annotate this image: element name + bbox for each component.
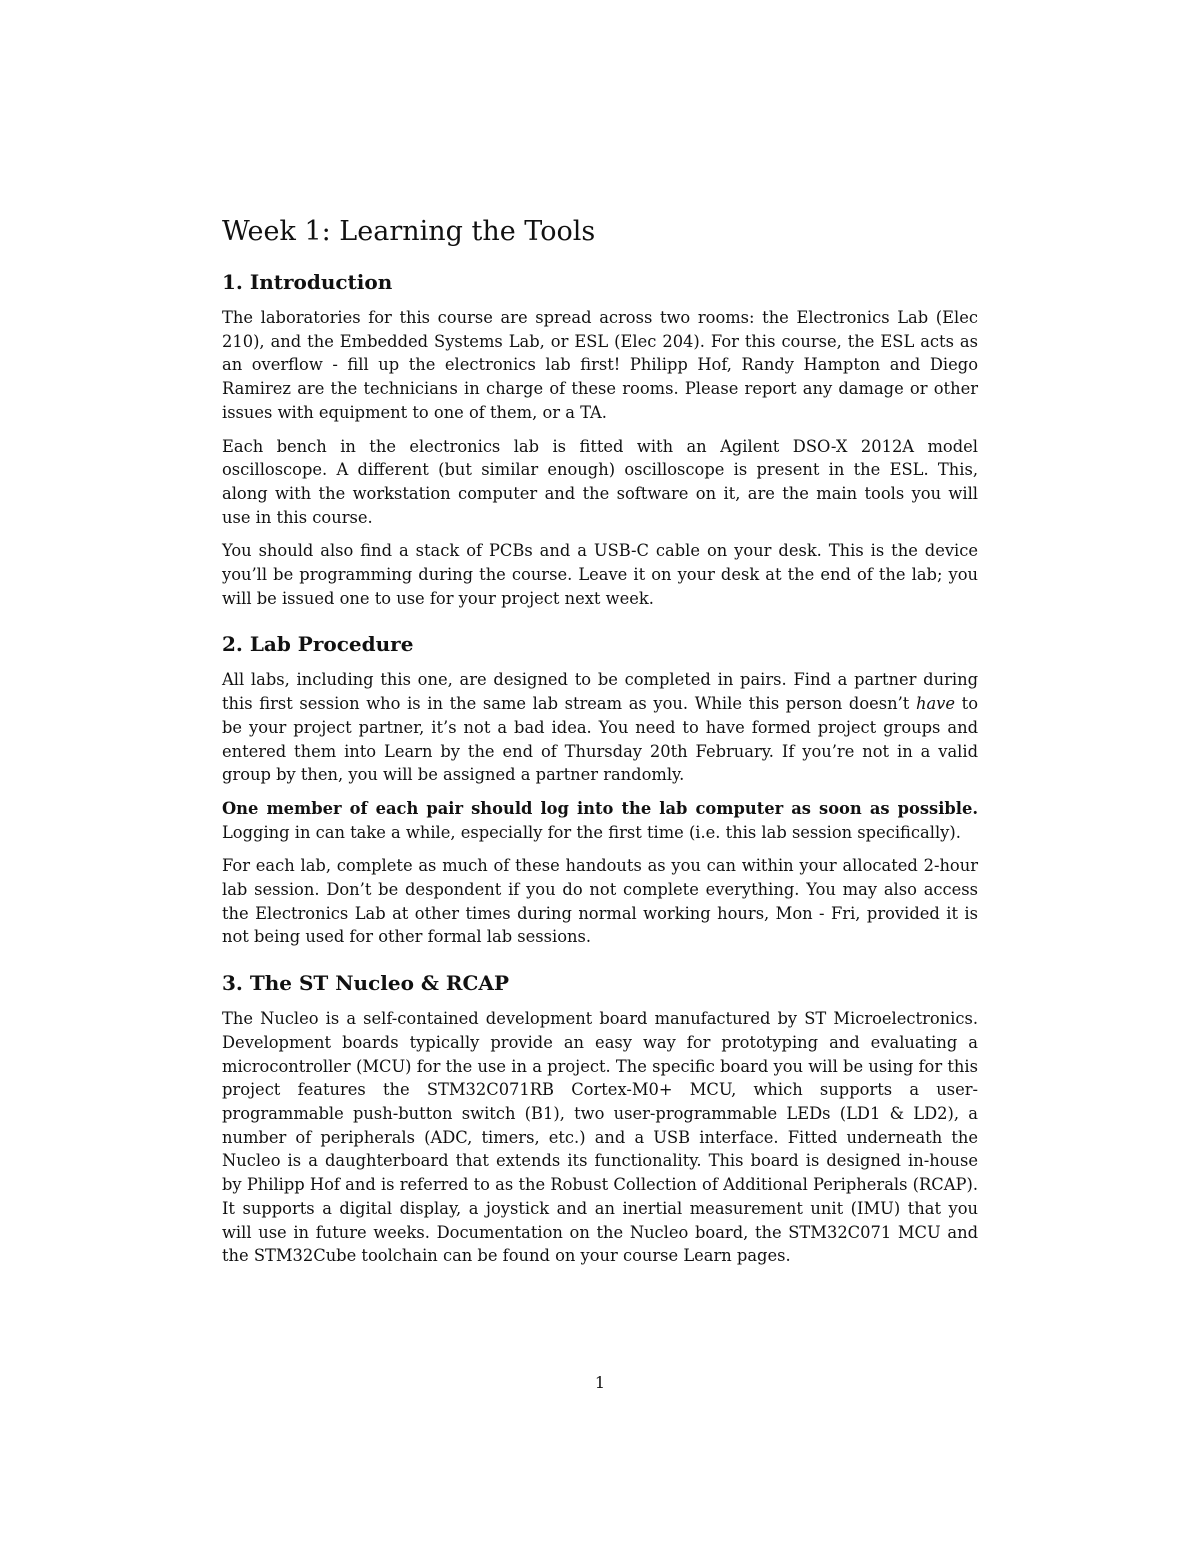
page-title: Week 1: Learning the Tools xyxy=(222,216,596,247)
paragraph: The laboratories for this course are spread across two rooms: the Electronics Lab (Elec 210), and the Embedded Systems Lab, or ESL (Elec 204). For this course, the ESL acts as an overflow - fill up the electronics lab first! Philipp Hof, Randy Hampton and Diego Ramirez are the technicians in charge of these rooms. Please report any damage or other issues with equipment to one of them, or a TA. xyxy=(222,308,978,422)
page-content xyxy=(222,212,978,1278)
section-introduction xyxy=(222,268,978,610)
paragraph: The Nucleo is a self-contained development board manufactured by ST Microelectronics. Development boards typically provide an easy way for prototyping and evaluating a microcontroller (MCU) for the use in a project. The specific board you will be using for this project features the STM32C071RB Cortex-M0+ MCU, which supports a user-programmable push-button switch (B1), two user-programmable LEDs (LD1 & LD2), a number of peripherals (ADC, timers, etc.) and a USB interface. Fitted underneath the Nucleo is a daughterboard that extends its functionality. This board is designed in-house by Philipp Hof and is referred to as the Robust Collection of Additional Peripherals (RCAP). It supports a digital display, a joystick and an inertial measurement unit (IMU) that you will use in future weeks. Documentation on the Nucleo board, the STM32C071 MCU and the STM32Cube toolchain can be found on your course Learn pages. xyxy=(222,1009,978,1266)
section-lab-procedure xyxy=(222,630,978,949)
page-number: 1 xyxy=(594,1373,606,1392)
section-heading: 3. The ST Nucleo & RCAP xyxy=(222,971,509,996)
section-heading: 1. Introduction xyxy=(222,270,393,294)
paragraph: Each bench in the electronics lab is fitted with an Agilent DSO-X 2012A model oscilloscope. A different (but similar enough) oscilloscope is present in the ESL. This, along with the workstation computer and the software on it, are the main tools you will use in this course. xyxy=(222,436,978,527)
emphasis-text: have xyxy=(915,694,956,714)
text-run: All labs, including this one, are designed to be completed in pairs. Find a partner during this first session who is in the same lab stream as you. While this person doesn’t xyxy=(222,670,978,714)
text-run: to be your project partner, it’s not a bad idea. You need to have formed project groups and entered them into Learn by the end of Thursday 20th February. If you’re not in a valid group by then, you will be assigned a partner randomly. xyxy=(222,694,978,785)
section-st-nucleo-rcap xyxy=(222,969,978,1268)
paragraph: You should also find a stack of PCBs and a USB-C cable on your desk. This is the device you’ll be programming during the course. Leave it on your desk at the end of the lab; you will be issued one to use for your project next week. xyxy=(222,541,978,608)
paragraph xyxy=(222,668,978,787)
paragraph: For each lab, complete as much of these handouts as you can within your allocated 2-hour lab session. Don’t be despondent if you do not complete everything. You may also access the Electronics Lab at other times during normal working hours, Mon - Fri, provided it is not being used for other formal lab sessions. xyxy=(222,856,978,947)
section-heading: 2. Lab Procedure xyxy=(222,632,414,657)
text-run: Logging in can take a while, especially for the first time (i.e. this lab session specifically). xyxy=(222,822,961,842)
paragraph xyxy=(222,797,978,844)
bold-text: One member of each pair should log into the lab computer as soon as possible. xyxy=(222,798,978,818)
